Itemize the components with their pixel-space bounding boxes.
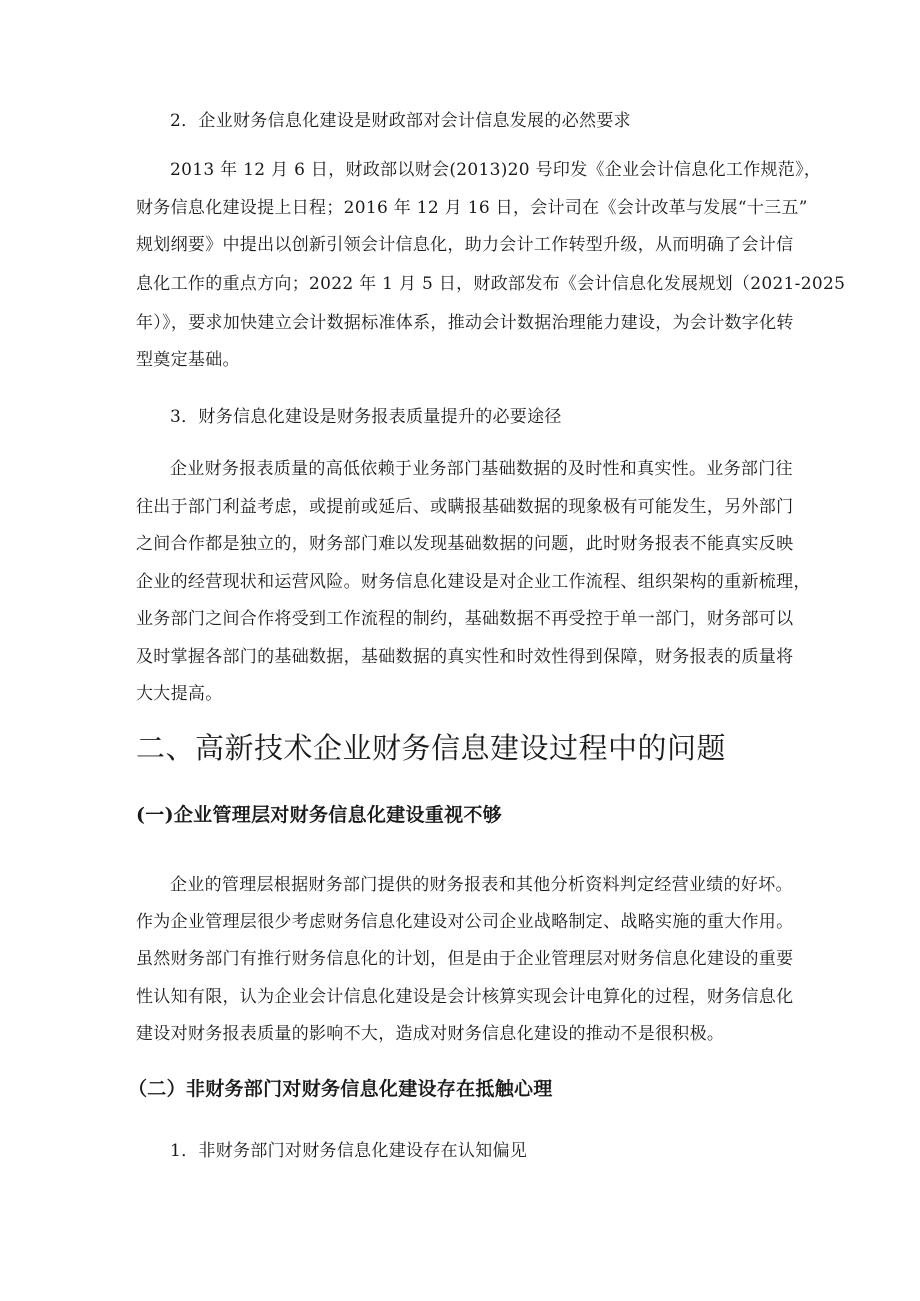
paragraph-line: 建设对财务报表质量的影响不大，造成对财务信息化建设的推动不是很积极。 <box>136 1024 725 1044</box>
paragraph-line: 大大提高。 <box>136 684 223 704</box>
item-1-heading: 1．非财务部门对财务信息化建设存在认知偏见 <box>170 1141 528 1161</box>
chapter-2-heading: 二、高新技术企业财务信息建设过程中的问题 <box>136 731 727 765</box>
paragraph-line: 型奠定基础。 <box>136 350 240 370</box>
section-2-title: 2．企业财务信息化建设是财政部对会计信息发展的必然要求 <box>170 111 631 131</box>
subsection-2-heading: （二）非财务部门对财务信息化建设存在抵触心理 <box>128 1078 553 1100</box>
paragraph-line: 2013 年 12 月 6 日，财政部以财会(2013)20 号印发《企业会计信息化工作规范》， <box>170 160 822 180</box>
paragraph-line: 年）》，要求加快建立会计数据标准体系，推动会计数据治理能力建设，为会计数字化转 <box>136 313 794 333</box>
paragraph-line: 息化工作的重点方向；2022 年 1 月 5 日，财政部发布《会计信息化发展规划（2021-2025 <box>136 274 846 294</box>
paragraph-line: 虽然财务部门有推行财务信息化的计划，但是由于企业管理层对财务信息化建设的重要 <box>136 949 794 969</box>
subsection-1-heading: (一)企业管理层对财务信息化建设重视不够 <box>136 804 502 826</box>
paragraph-line: 作为企业管理层很少考虑财务信息化建设对公司企业战略制定、战略实施的重大作用。 <box>136 912 794 932</box>
paragraph-line: 规划纲要》中提出以创新引领会计信息化，助力会计工作转型升级，从而明确了会计信 <box>136 235 794 255</box>
paragraph-line: 及时掌握各部门的基础数据，基础数据的真实性和时效性得到保障，财务报表的质量将 <box>136 647 794 667</box>
paragraph-line: 业务部门之间合作将受到工作流程的制约，基础数据不再受控于单一部门，财务部可以 <box>136 609 794 629</box>
section-3-title: 3．财务信息化建设是财务报表质量提升的必要途径 <box>170 407 562 427</box>
paragraph-line: 企业的经营现状和运营风险。财务信息化建设是对企业工作流程、组织架构的重新梳理， <box>136 572 811 592</box>
paragraph-line: 往出于部门利益考虑，或提前或延后、或瞒报基础数据的现象极有可能发生，另外部门 <box>136 497 794 517</box>
paragraph-line: 之间合作都是独立的，财务部门难以发现基础数据的问题，此时财务报表不能真实反映 <box>136 534 794 554</box>
paragraph-line: 性认知有限，认为企业会计信息化建设是会计核算实现会计电算化的过程，财务信息化 <box>136 987 794 1007</box>
paragraph-line: 企业财务报表质量的高低依赖于业务部门基础数据的及时性和真实性。业务部门往 <box>170 459 793 479</box>
paragraph-line: 财务信息化建设提上日程；2016 年 12 月 16 日，会计司在《会计改革与发展“十三五” <box>136 198 808 218</box>
paragraph-line: 企业的管理层根据财务部门提供的财务报表和其他分析资料判定经营业绩的好坏。 <box>170 875 793 895</box>
